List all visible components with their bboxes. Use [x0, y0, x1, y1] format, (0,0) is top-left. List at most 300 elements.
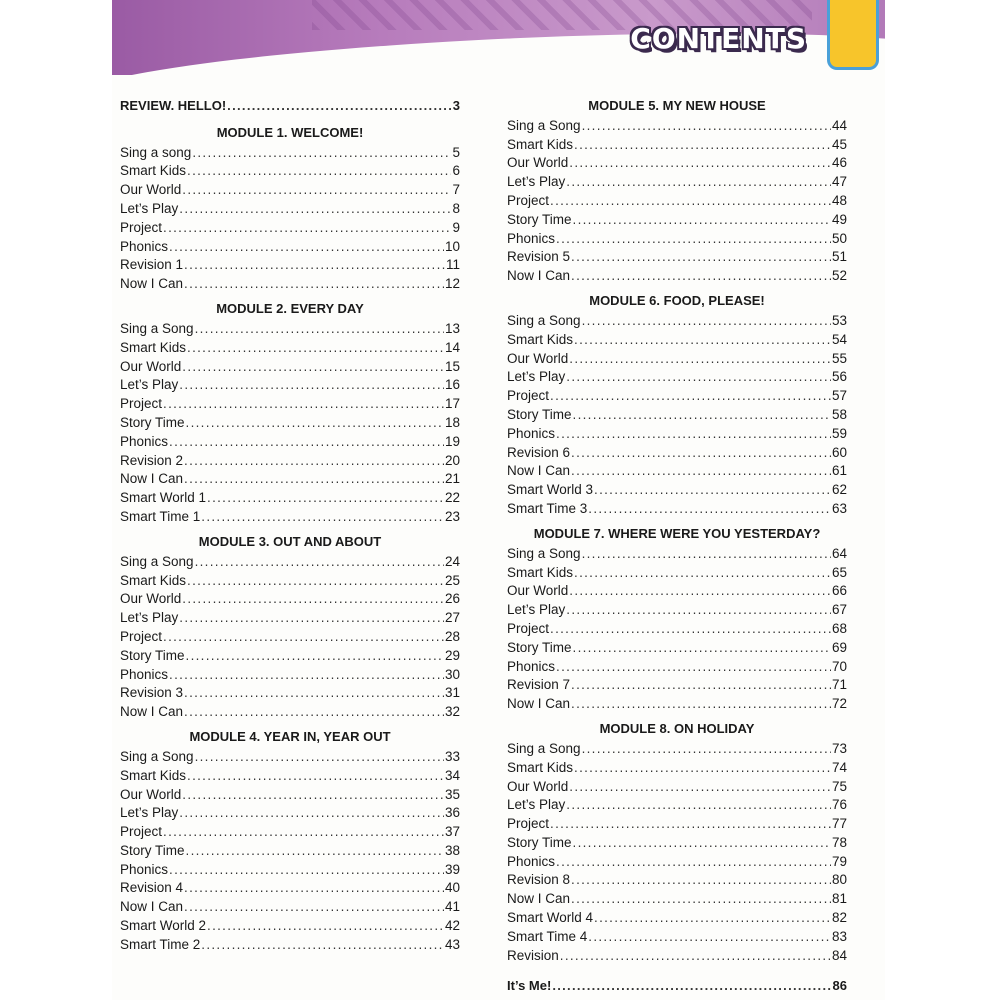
- dot-leader: [184, 898, 444, 916]
- dot-leader: [179, 200, 451, 218]
- dot-leader: [187, 767, 444, 785]
- toc-entry-story-time[interactable]: [507, 638, 847, 657]
- dot-leader: [201, 936, 444, 954]
- dot-leader: [186, 414, 444, 432]
- toc-entry-smart-time-3[interactable]: [507, 499, 847, 518]
- toc-entry-now-i-can[interactable]: [507, 462, 847, 481]
- entry-title: Our World: [507, 350, 569, 366]
- toc-entry-phonics[interactable]: [120, 237, 460, 256]
- entry-title: Smart World 1: [120, 490, 207, 506]
- entry-page: 72: [831, 696, 847, 712]
- entry-page: 45: [831, 136, 847, 152]
- toc-entry-story-time[interactable]: [120, 646, 460, 665]
- toc-entry-story-time[interactable]: [120, 413, 460, 432]
- dot-leader: [566, 368, 831, 386]
- dot-leader: [195, 320, 444, 338]
- toc-entry-project[interactable]: [507, 619, 847, 638]
- toc-entry-let-s-play[interactable]: [120, 608, 460, 627]
- dot-leader: [569, 582, 831, 600]
- entry-page: 78: [831, 834, 847, 850]
- dot-leader: [566, 601, 831, 619]
- entry-page: 59: [831, 425, 847, 441]
- toc-entry-its-me[interactable]: [507, 977, 847, 996]
- entry-page: 69: [831, 639, 847, 655]
- entry-title: Our World: [507, 583, 569, 599]
- entry-page: 19: [444, 433, 460, 449]
- dot-leader: [187, 339, 444, 357]
- toc-entry-our-world[interactable]: [120, 590, 460, 609]
- toc-entry-revision-5[interactable]: [507, 248, 847, 267]
- toc-entry-smart-kids[interactable]: [507, 135, 847, 154]
- dot-leader: [207, 917, 444, 935]
- entry-page: 76: [831, 797, 847, 813]
- dot-leader: [163, 628, 444, 646]
- toc-entry-revision-7[interactable]: [507, 676, 847, 695]
- dot-leader: [182, 786, 444, 804]
- entry-title: Smart Kids: [120, 163, 187, 179]
- toc-entry-sing-a-song[interactable]: [120, 319, 460, 338]
- entry-page: 84: [831, 947, 847, 963]
- entry-title: Revision 2: [120, 452, 184, 468]
- entry-title: Now I Can: [507, 463, 571, 479]
- toc-entry-project[interactable]: [120, 822, 460, 841]
- entry-title: Sing a song: [120, 144, 192, 160]
- toc-entry-sing-a-song[interactable]: [507, 544, 847, 563]
- entry-title: Our World: [120, 591, 182, 607]
- toc-entry-story-time[interactable]: [507, 833, 847, 852]
- toc-entry-let-s-play[interactable]: [120, 804, 460, 823]
- entry-title: Sing a Song: [120, 320, 194, 336]
- dot-leader: [184, 703, 444, 721]
- entry-page: 20: [444, 452, 460, 468]
- entry-page: 75: [831, 778, 847, 794]
- entry-title: Let’s Play: [507, 797, 566, 813]
- entry-page: 41: [444, 899, 460, 915]
- dot-leader: [182, 358, 444, 376]
- entry-page: 17: [444, 396, 460, 412]
- entry-page: 23: [444, 508, 460, 524]
- dot-leader: [556, 658, 831, 676]
- toc-entry-our-world[interactable]: [120, 180, 460, 199]
- entry-title: Smart World 4: [507, 910, 594, 926]
- entry-title: Smart Time 4: [507, 928, 588, 944]
- entry-page: 61: [831, 463, 847, 479]
- entry-page: 12: [444, 276, 460, 292]
- entry-title: Revision 6: [507, 444, 571, 460]
- toc-entry-now-i-can[interactable]: [120, 470, 460, 489]
- dot-leader: [582, 117, 831, 135]
- toc-entry-our-world[interactable]: [507, 777, 847, 796]
- module-heading: MODULE 3. OUT AND ABOUT: [198, 533, 382, 549]
- entry-title: Phonics: [507, 658, 556, 674]
- toc-entry-smart-time-1[interactable]: [120, 507, 460, 526]
- dot-leader: [571, 695, 831, 713]
- dot-leader: [169, 433, 444, 451]
- entry-page: 54: [831, 331, 847, 347]
- toc-entry-story-time[interactable]: [507, 210, 847, 229]
- entry-page: 32: [444, 704, 460, 720]
- toc-entry-smart-world-3[interactable]: [507, 480, 847, 499]
- dot-leader: [550, 387, 831, 405]
- entry-page: 58: [831, 406, 847, 422]
- module-heading: MODULE 2. EVERY DAY: [216, 301, 364, 317]
- entry-page: 50: [831, 230, 847, 246]
- entry-page: 63: [831, 500, 847, 516]
- toc-entry-now-i-can[interactable]: [507, 266, 847, 285]
- entry-title: Phonics: [120, 433, 169, 449]
- dot-leader: [179, 804, 444, 822]
- entry-page: 57: [831, 388, 847, 404]
- toc-entry-smart-time-4[interactable]: [507, 927, 847, 946]
- entry-title: It’s Me!: [507, 978, 552, 994]
- entry-title: Now I Can: [120, 704, 184, 720]
- dot-leader: [163, 395, 444, 413]
- entry-page: 64: [831, 545, 847, 561]
- entry-title: Now I Can: [507, 268, 571, 284]
- entry-page: 40: [444, 880, 460, 896]
- entry-page: 52: [831, 268, 847, 284]
- entry-page: 70: [831, 658, 847, 674]
- entry-page: 16: [444, 377, 460, 393]
- entry-page: 47: [831, 174, 847, 190]
- toc-entry-smart-world-4[interactable]: [507, 908, 847, 927]
- entry-title: Let’s Play: [507, 369, 566, 385]
- toc-entry-let-s-play[interactable]: [507, 172, 847, 191]
- entry-page: 15: [444, 358, 460, 374]
- toc-entry-let-s-play[interactable]: [120, 199, 460, 218]
- toc-entry-our-world[interactable]: [507, 154, 847, 173]
- left-column: [120, 96, 460, 954]
- dot-leader: [582, 740, 831, 758]
- entry-page: 62: [831, 482, 847, 498]
- dot-leader: [187, 572, 444, 590]
- toc-entry-phonics[interactable]: [507, 852, 847, 871]
- dot-leader: [182, 181, 451, 199]
- entry-page: 48: [831, 192, 847, 208]
- entry-page: 25: [444, 572, 460, 588]
- entry-page: 38: [444, 842, 460, 858]
- entry-page: 34: [444, 767, 460, 783]
- entry-title: Project: [507, 192, 550, 208]
- entry-page: 9: [452, 219, 460, 235]
- entry-page: 66: [831, 583, 847, 599]
- dot-leader: [169, 238, 444, 256]
- entry-page: 36: [444, 805, 460, 821]
- dot-leader: [574, 331, 831, 349]
- toc-entry-story-time[interactable]: [120, 841, 460, 860]
- dot-leader: [582, 312, 831, 330]
- toc-entry-sing-a-song[interactable]: [507, 116, 847, 135]
- entry-title: Phonics: [120, 666, 169, 682]
- entry-page: 8: [452, 200, 460, 216]
- dot-leader: [184, 470, 444, 488]
- entry-title: Our World: [120, 358, 182, 374]
- toc-entry-smart-kids[interactable]: [507, 563, 847, 582]
- entry-page: 42: [444, 918, 460, 934]
- entry-page: 27: [444, 610, 460, 626]
- entry-title: Project: [507, 388, 550, 404]
- dot-leader: [550, 620, 831, 638]
- entry-title: REVIEW. HELLO!: [120, 97, 227, 113]
- dot-leader: [569, 154, 831, 172]
- dot-leader: [571, 248, 831, 266]
- toc-entry-let-s-play[interactable]: [120, 376, 460, 395]
- entry-page: 82: [831, 910, 847, 926]
- toc-entry-smart-kids[interactable]: [120, 766, 460, 785]
- entry-title: Phonics: [507, 853, 556, 869]
- entry-title: Our World: [507, 155, 569, 171]
- entry-title: Smart Kids: [120, 767, 187, 783]
- toc-entry-revision-6[interactable]: [507, 443, 847, 462]
- module-heading: MODULE 6. FOOD, PLEASE!: [589, 293, 765, 309]
- toc-entry-revision-8[interactable]: [507, 871, 847, 890]
- entry-title: Sing a Song: [507, 117, 581, 133]
- toc-entry-revision[interactable]: [507, 946, 847, 965]
- entry-title: Revision 1: [120, 257, 184, 273]
- entry-title: Our World: [120, 182, 182, 198]
- toc-entry-revision-3[interactable]: [120, 684, 460, 703]
- entry-page: 26: [444, 591, 460, 607]
- toc-entry-let-s-play[interactable]: [507, 368, 847, 387]
- toc-entry-smart-kids[interactable]: [507, 758, 847, 777]
- toc-entry-revision-1[interactable]: [120, 256, 460, 275]
- toc-entry-project[interactable]: [507, 191, 847, 210]
- entry-title: Now I Can: [507, 891, 571, 907]
- entry-page: 51: [831, 249, 847, 265]
- entry-page: 31: [444, 685, 460, 701]
- entry-title: Sing a Song: [120, 748, 194, 764]
- entry-page: 10: [444, 238, 460, 254]
- dot-leader: [186, 842, 444, 860]
- entry-title: Phonics: [507, 230, 556, 246]
- entry-title: Smart Time 3: [507, 500, 588, 516]
- entry-title: Smart World 2: [120, 918, 207, 934]
- entry-page: 49: [831, 211, 847, 227]
- entry-page: 65: [831, 564, 847, 580]
- entry-title: Revision 8: [507, 872, 571, 888]
- toc-entry-revision-2[interactable]: [120, 451, 460, 470]
- dot-leader: [552, 977, 831, 995]
- entry-page: 7: [452, 182, 460, 198]
- entry-page: 6: [452, 163, 460, 179]
- dot-leader: [582, 545, 831, 563]
- entry-title: Phonics: [120, 238, 169, 254]
- dot-leader: [571, 462, 831, 480]
- entry-title: Smart Kids: [507, 759, 574, 775]
- dot-leader: [182, 590, 444, 608]
- dot-leader: [594, 909, 831, 927]
- toc-entry-review[interactable]: [120, 96, 460, 115]
- toc-entry-sing-a-song[interactable]: [507, 311, 847, 330]
- entry-title: Smart Kids: [120, 572, 187, 588]
- dot-leader: [573, 406, 831, 424]
- entry-title: Phonics: [507, 425, 556, 441]
- entry-page: 86: [832, 978, 847, 994]
- entry-title: Revision 5: [507, 249, 571, 265]
- toc-entry-sing-a-song[interactable]: [507, 739, 847, 758]
- entry-title: Project: [120, 396, 163, 412]
- dot-leader: [195, 748, 444, 766]
- dot-leader: [169, 861, 444, 879]
- right-column: [507, 96, 847, 995]
- dot-leader: [571, 890, 831, 908]
- dot-leader: [588, 500, 831, 518]
- entry-page: 77: [831, 816, 847, 832]
- toc-entry-now-i-can[interactable]: [120, 897, 460, 916]
- dot-leader: [571, 444, 831, 462]
- toc-entry-project[interactable]: [120, 627, 460, 646]
- entry-title: Sing a Song: [507, 545, 581, 561]
- entry-title: Let’s Play: [120, 377, 179, 393]
- module-heading: MODULE 4. YEAR IN, YEAR OUT: [189, 729, 391, 745]
- dot-leader: [184, 879, 444, 897]
- module-heading: MODULE 1. WELCOME!: [216, 124, 364, 140]
- toc-entry-now-i-can[interactable]: [120, 702, 460, 721]
- dot-leader: [556, 853, 831, 871]
- dot-leader: [574, 759, 831, 777]
- toc-entry-our-world[interactable]: [507, 349, 847, 368]
- dot-leader: [227, 97, 452, 115]
- toc-entry-smart-kids[interactable]: [120, 571, 460, 590]
- entry-title: Sing a Song: [120, 553, 194, 569]
- entry-page: 39: [444, 861, 460, 877]
- dot-leader: [594, 481, 831, 499]
- dot-leader: [195, 553, 444, 571]
- toc-entry-story-time[interactable]: [507, 405, 847, 424]
- entry-title: Smart Kids: [507, 331, 574, 347]
- toc-entry-our-world[interactable]: [120, 785, 460, 804]
- entry-page: 29: [444, 647, 460, 663]
- spacer: [507, 965, 847, 977]
- toc-entry-now-i-can[interactable]: [507, 694, 847, 713]
- entry-title: Story Time: [120, 414, 185, 430]
- toc-entry-project[interactable]: [507, 814, 847, 833]
- entry-title: Let’s Play: [507, 174, 566, 190]
- toc-entry-smart-kids[interactable]: [120, 338, 460, 357]
- dot-leader: [179, 376, 444, 394]
- toc-entry-smart-time-2[interactable]: [120, 935, 460, 954]
- entry-title: Smart World 3: [507, 482, 594, 498]
- dot-leader: [573, 639, 831, 657]
- entry-page: 68: [831, 620, 847, 636]
- module-heading: MODULE 8. ON HOLIDAY: [599, 721, 755, 737]
- dot-leader: [569, 778, 831, 796]
- entry-page: 71: [831, 677, 847, 693]
- dot-leader: [556, 230, 831, 248]
- entry-title: Our World: [507, 778, 569, 794]
- entry-title: Sing a Song: [507, 312, 581, 328]
- toc-entry-revision-4[interactable]: [120, 879, 460, 898]
- entry-title: Now I Can: [120, 471, 184, 487]
- dot-leader: [184, 684, 444, 702]
- contents-banner: [112, 0, 885, 75]
- entry-title: Now I Can: [120, 276, 184, 292]
- dot-leader: [187, 162, 451, 180]
- toc-entry-phonics[interactable]: [507, 424, 847, 443]
- toc-entry-let-s-play[interactable]: [507, 600, 847, 619]
- entry-page: 81: [831, 891, 847, 907]
- toc-entry-project[interactable]: [120, 394, 460, 413]
- toc-entry-sing-a-song[interactable]: [120, 747, 460, 766]
- dot-leader: [569, 350, 831, 368]
- entry-page: 33: [444, 748, 460, 764]
- dot-leader: [560, 947, 831, 965]
- toc-entry-let-s-play[interactable]: [507, 796, 847, 815]
- entry-page: 22: [444, 490, 460, 506]
- entry-page: 80: [831, 872, 847, 888]
- entry-page: 44: [831, 117, 847, 133]
- entry-title: Sing a Song: [507, 740, 581, 756]
- entry-page: 35: [444, 786, 460, 802]
- dot-leader: [566, 796, 831, 814]
- entry-title: Story Time: [507, 834, 572, 850]
- entry-title: Story Time: [507, 211, 572, 227]
- toc-entry-project[interactable]: [507, 386, 847, 405]
- entry-page: 21: [444, 471, 460, 487]
- toc-entry-smart-kids[interactable]: [120, 162, 460, 181]
- entry-title: Smart Kids: [507, 136, 574, 152]
- dot-leader: [571, 676, 831, 694]
- dot-leader: [201, 508, 444, 526]
- entry-page: 74: [831, 759, 847, 775]
- entry-title: Phonics: [120, 861, 169, 877]
- entry-title: Story Time: [120, 647, 185, 663]
- entry-page: 18: [444, 414, 460, 430]
- entry-title: Smart Time 2: [120, 936, 201, 952]
- dot-leader: [207, 489, 444, 507]
- entry-page: 3: [452, 97, 460, 113]
- toc-entry-sing-a-song[interactable]: [120, 143, 460, 162]
- entry-title: Story Time: [507, 639, 572, 655]
- toc-entry-phonics[interactable]: [507, 229, 847, 248]
- dot-leader: [571, 267, 831, 285]
- toc-entry-smart-world-2[interactable]: [120, 916, 460, 935]
- toc-entry-smart-world-1[interactable]: [120, 488, 460, 507]
- toc-entry-phonics[interactable]: [507, 657, 847, 676]
- entry-title: Smart Time 1: [120, 508, 201, 524]
- toc-entry-sing-a-song[interactable]: [120, 552, 460, 571]
- entry-title: Story Time: [507, 406, 572, 422]
- dot-leader: [566, 173, 831, 191]
- toc-entry-our-world[interactable]: [507, 582, 847, 601]
- dot-leader: [574, 564, 831, 582]
- toc-entry-project[interactable]: [120, 218, 460, 237]
- entry-title: Let’s Play: [120, 805, 179, 821]
- dot-leader: [179, 609, 444, 627]
- toc-entry-smart-kids[interactable]: [507, 330, 847, 349]
- module-heading: MODULE 7. WHERE WERE YOU YESTERDAY?: [533, 525, 821, 541]
- dot-leader: [192, 144, 451, 162]
- toc-entry-now-i-can[interactable]: [507, 889, 847, 908]
- entry-page: 53: [831, 312, 847, 328]
- entry-page: 13: [444, 320, 460, 336]
- entry-page: 28: [444, 628, 460, 644]
- toc-entry-phonics[interactable]: [120, 665, 460, 684]
- entry-title: Let’s Play: [120, 200, 179, 216]
- entry-title: Our World: [120, 786, 182, 802]
- dot-leader: [186, 647, 444, 665]
- entry-title: Project: [120, 219, 163, 235]
- entry-title: Smart Kids: [507, 564, 574, 580]
- toc-entry-our-world[interactable]: [120, 357, 460, 376]
- entry-title: Now I Can: [120, 899, 184, 915]
- toc-entry-phonics[interactable]: [120, 860, 460, 879]
- dot-leader: [571, 871, 831, 889]
- toc-entry-phonics[interactable]: [120, 432, 460, 451]
- toc-entry-now-i-can[interactable]: [120, 274, 460, 293]
- entry-page: 83: [831, 928, 847, 944]
- dot-leader: [573, 834, 831, 852]
